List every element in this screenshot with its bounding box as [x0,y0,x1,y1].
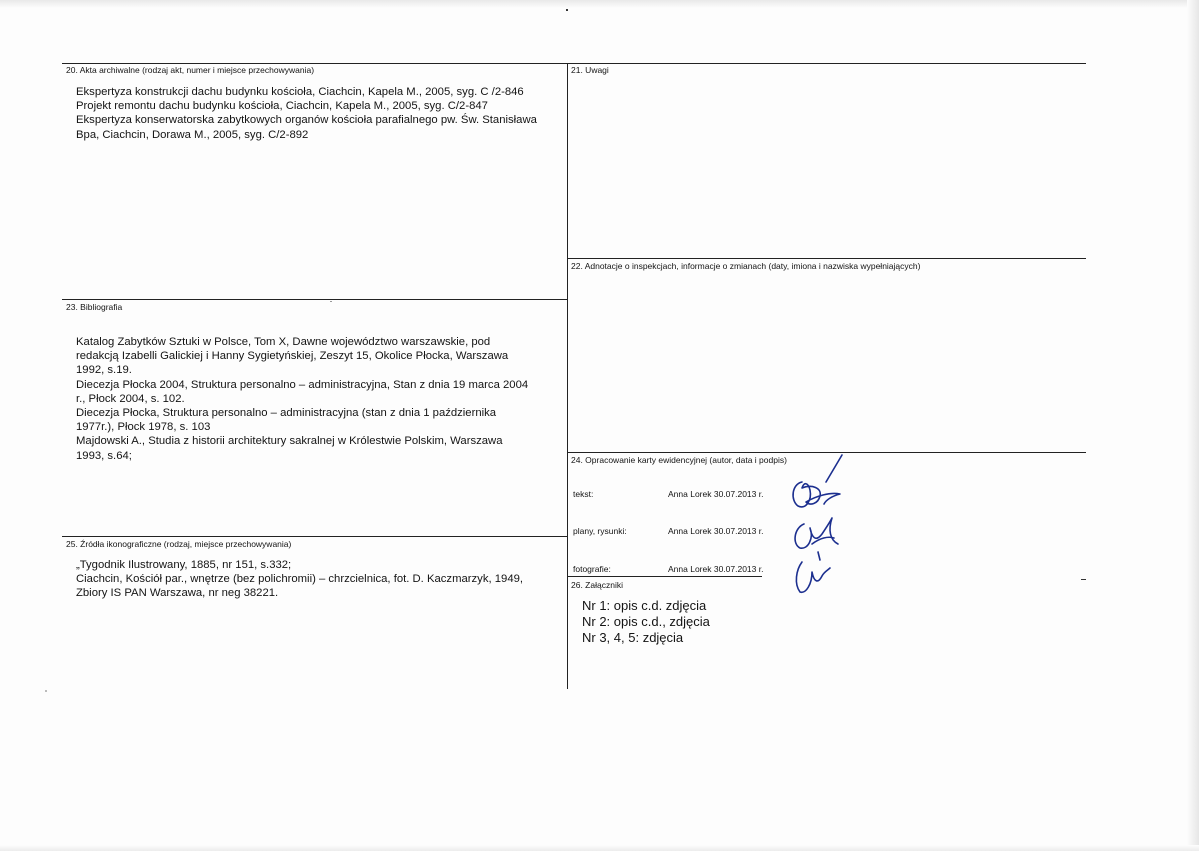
section-23-header: 23. Bibliografia [66,302,123,312]
scan-edge-top [0,0,1199,8]
author-row-value: Anna Lorek 30.07.2013 r. [668,564,764,574]
signature-graphic [782,452,852,600]
section-20-body [76,85,556,142]
scan-speck [1081,579,1086,580]
iconography-line: Ciachcin, Kościół par., wnętrze (bez polichromii) – chrzcielnica, fot. D. Kaczmarzyk, 1949, [76,573,524,586]
bibliography-line: Majdowski A., Studia z historii architektury sakralnej w Królestwie Polskim, Warszawa [76,435,503,448]
bibliography-line: redakcją Izabelli Galickiej i Hanny Sygietyńskiej, Zeszyt 15, Okolice Płocka, Warszawa [76,350,509,363]
attachments-list [582,598,710,646]
author-row-value: Anna Lorek 30.07.2013 r. [668,526,764,536]
center-divider [567,63,568,689]
rule-section-23 [62,299,567,300]
scan-speck [330,301,332,302]
top-rule [62,63,1086,64]
bibliography-line: Diecezja Płocka 2004, Struktura personalno – administracyjna, Stan z dnia 19 marca 2004 [76,378,529,391]
archive-entry: Projekt remontu dachu budynku kościoła, Ciachcin, Kapela M., 2005, syg. C/2-847 [76,100,488,113]
archive-entry: Ekspertyza konstrukcji dachu budynku kościoła, Ciachcin, Kapela M., 2005, syg. C /2-846 [76,86,524,98]
scan-speck [45,690,47,692]
bibliography-line: Diecezja Płocka, Struktura personalno – administracyjna (stan z dnia 1 października [76,407,497,420]
scan-edge-right [1187,0,1199,851]
section-22-header: 22. Adnotacje o inspekcjach, informacje o zmianach (daty, imiona i nazwiska wypełniających) [571,261,921,271]
rule-section-25 [62,536,567,537]
bibliography-line: Katalog Zabytków Sztuki w Polsce, Tom X, Dawne województwo warszawskie, pod [76,336,491,348]
bibliography-line: 1993, s.64; [76,449,132,462]
rule-section-26 [567,576,762,577]
author-row-label: plany, rysunki: [573,526,627,536]
author-row-value: Anna Lorek 30.07.2013 r. [668,489,764,499]
author-row-label: tekst: [573,489,594,499]
section-21-header: 21. Uwagi [571,65,609,75]
archive-entry: Ekspertyza konserwatorska zabytkowych organów kościoła parafialnego pw. Św. Stanisława [76,114,537,127]
iconography-line: Zbiory IS PAN Warszawa, nr neg 38221. [76,587,279,600]
archive-entry: Bpa, Ciachcin, Dorawa M., 2005, syg. C/2-892 [76,128,309,141]
section-23-body [76,335,556,463]
bibliography-line: r., Płock 2004, s. 102. [76,392,185,405]
section-25-header: 25. Źródła ikonograficzne (rodzaj, miejsce przechowywania) [66,539,292,549]
attachment-item: Nr 1: opis c.d. zdjęcia [582,598,707,613]
attachment-item: Nr 3, 4, 5: zdjęcia [582,630,684,645]
scan-speck [566,9,568,11]
rule-section-22 [567,258,1086,259]
section-20-header: 20. Akta archiwalne (rodzaj akt, numer i miejsce przechowywania) [66,65,315,75]
iconography-line: „Tygodnik Ilustrowany, 1885, nr 151, s.332; [76,559,292,571]
scan-edge-bottom [0,845,1199,851]
author-row-label: fotografie: [573,564,611,574]
attachment-item: Nr 2: opis c.d., zdjęcia [582,614,710,629]
bibliography-line: 1977r.), Płock 1978, s. 103 [76,421,211,434]
section-24-header: 24. Opracowanie karty ewidencyjnej (autor, data i podpis) [571,455,787,465]
section-26-header: 26. Załączniki [571,580,623,590]
bibliography-line: 1992, s.19. [76,364,132,377]
section-25-body [76,558,556,601]
